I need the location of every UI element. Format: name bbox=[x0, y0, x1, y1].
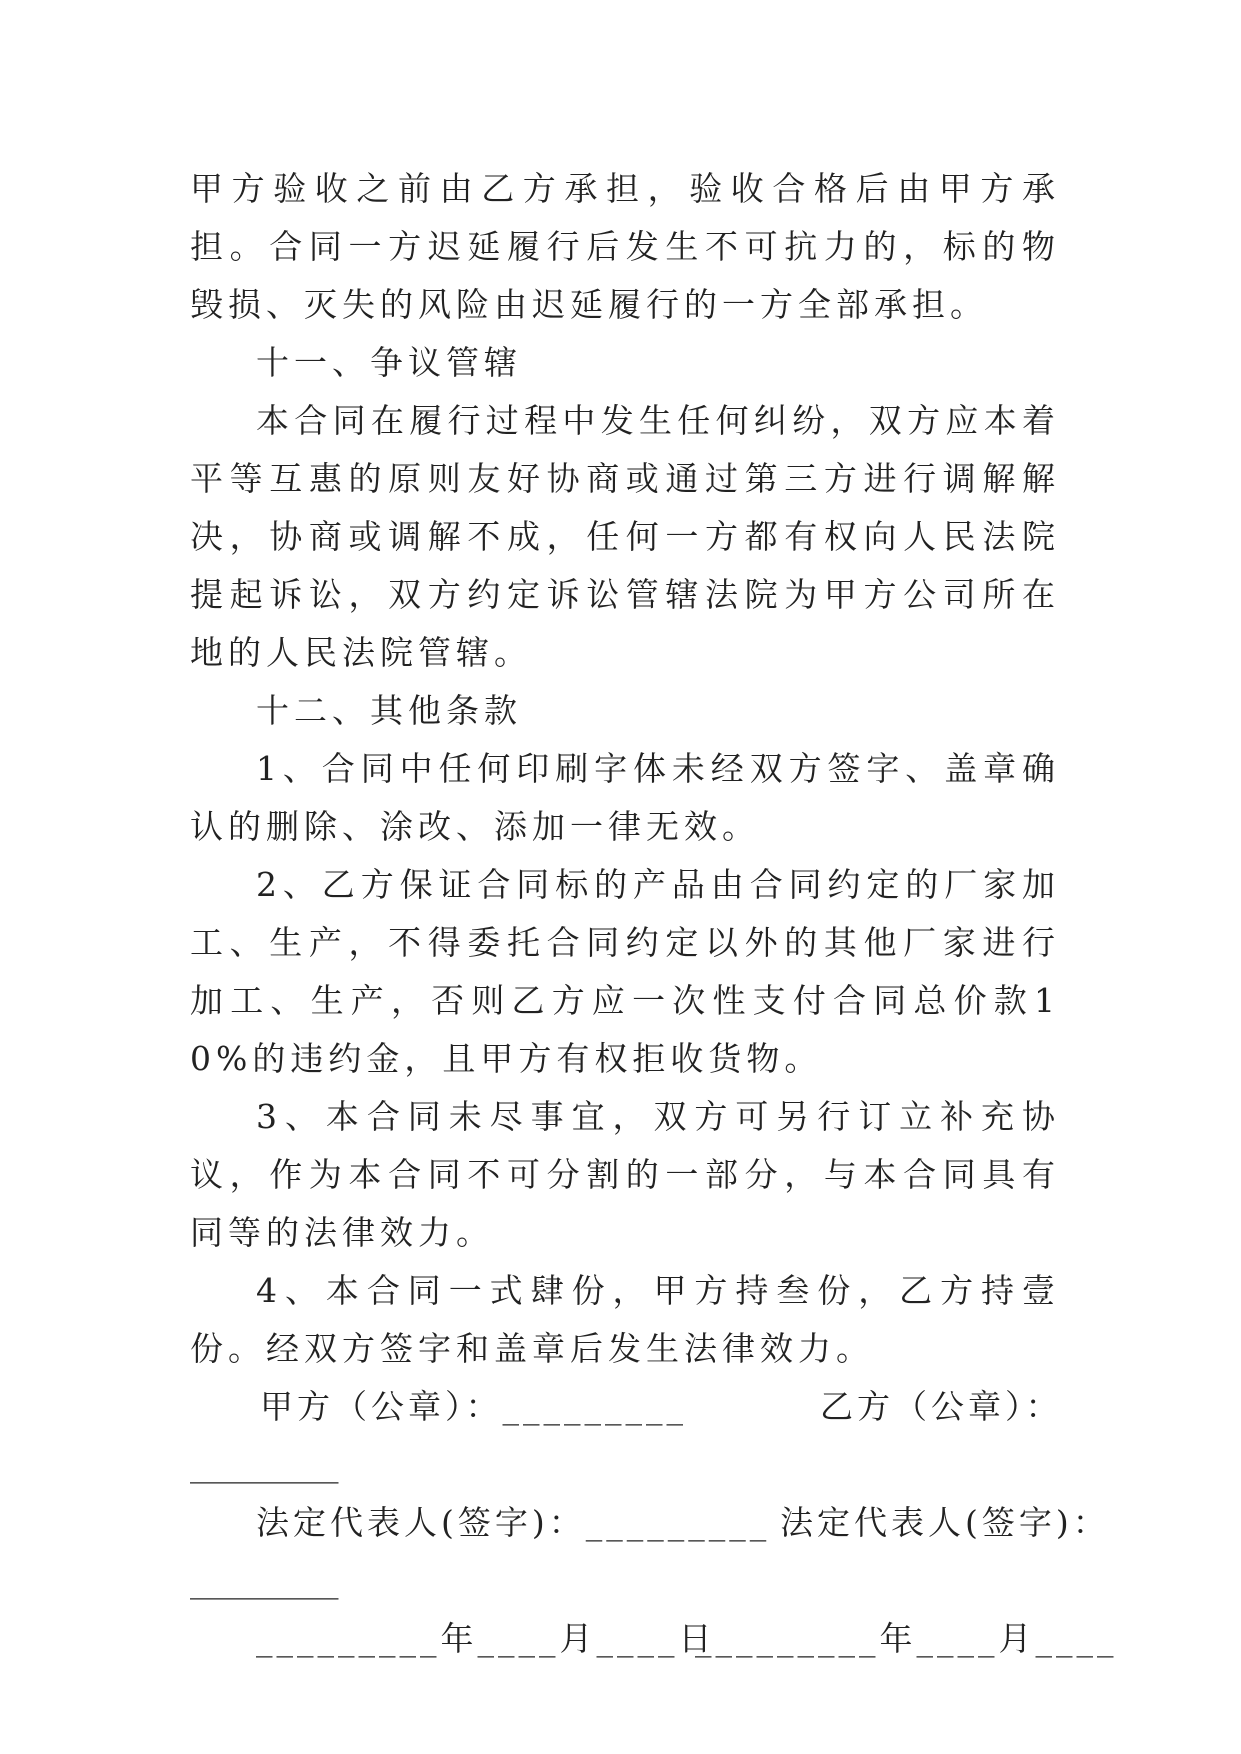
clause-2: 2、乙方保证合同标的产品由合同约定的厂家加工、生产，不得委托合同约定以外的其他厂家进行加工、生产，否则乙方应一次性支付合同总价款10%的违约金，且甲方有权拒收货物。 bbox=[190, 865, 1060, 1078]
clause-4: 4、本合同一式肆份，甲方持叁份，乙方持壹份。经双方签字和盖章后发生法律效力。 bbox=[190, 1271, 1060, 1368]
clause-1: 1、合同中任何印刷字体未经双方签字、盖章确认的删除、涂改、添加一律无效。 bbox=[190, 749, 1060, 846]
date-b: _________年____月____ bbox=[695, 1619, 1118, 1658]
date-row bbox=[190, 1610, 1118, 1668]
party-a-seal: 甲方（公章）：_________ bbox=[260, 1387, 687, 1426]
representative-b-line: _________ bbox=[190, 1561, 339, 1600]
party-b-seal: 乙方（公章）： bbox=[820, 1387, 1063, 1426]
clause-3: 3、本合同未尽事宜，双方可另行订立补充协议，作为本合同不可分割的一部分，与本合同具有同等的法律效力。 bbox=[190, 1097, 1060, 1252]
seal-row bbox=[190, 1378, 1063, 1436]
representative-b: 法定代表人(签字)： bbox=[780, 1503, 1110, 1542]
representative-row bbox=[190, 1494, 1110, 1552]
paragraph-risk: 甲方验收之前由乙方承担，验收合格后由甲方承担。合同一方迟延履行后发生不可抗力的，标的物毁损、灭失的风险由迟延履行的一方全部承担。 bbox=[190, 169, 1060, 324]
document-body bbox=[190, 160, 1118, 1668]
date-a: _________年____月____日 bbox=[256, 1619, 716, 1658]
section-heading-12: 十二、其他条款 bbox=[256, 691, 522, 730]
party-b-seal-line: _________ bbox=[190, 1445, 339, 1484]
section-heading-11: 十一、争议管辖 bbox=[256, 343, 522, 382]
paragraph-dispute: 本合同在履行过程中发生任何纠纷，双方应本着平等互惠的原则友好协商或通过第三方进行调解解决，协商或调解不成，任何一方都有权向人民法院提起诉讼，双方约定诉讼管辖法院为甲方公司所在地的人民法院管辖。 bbox=[190, 401, 1060, 672]
representative-a: 法定代表人(签字)：_________ bbox=[256, 1503, 771, 1542]
